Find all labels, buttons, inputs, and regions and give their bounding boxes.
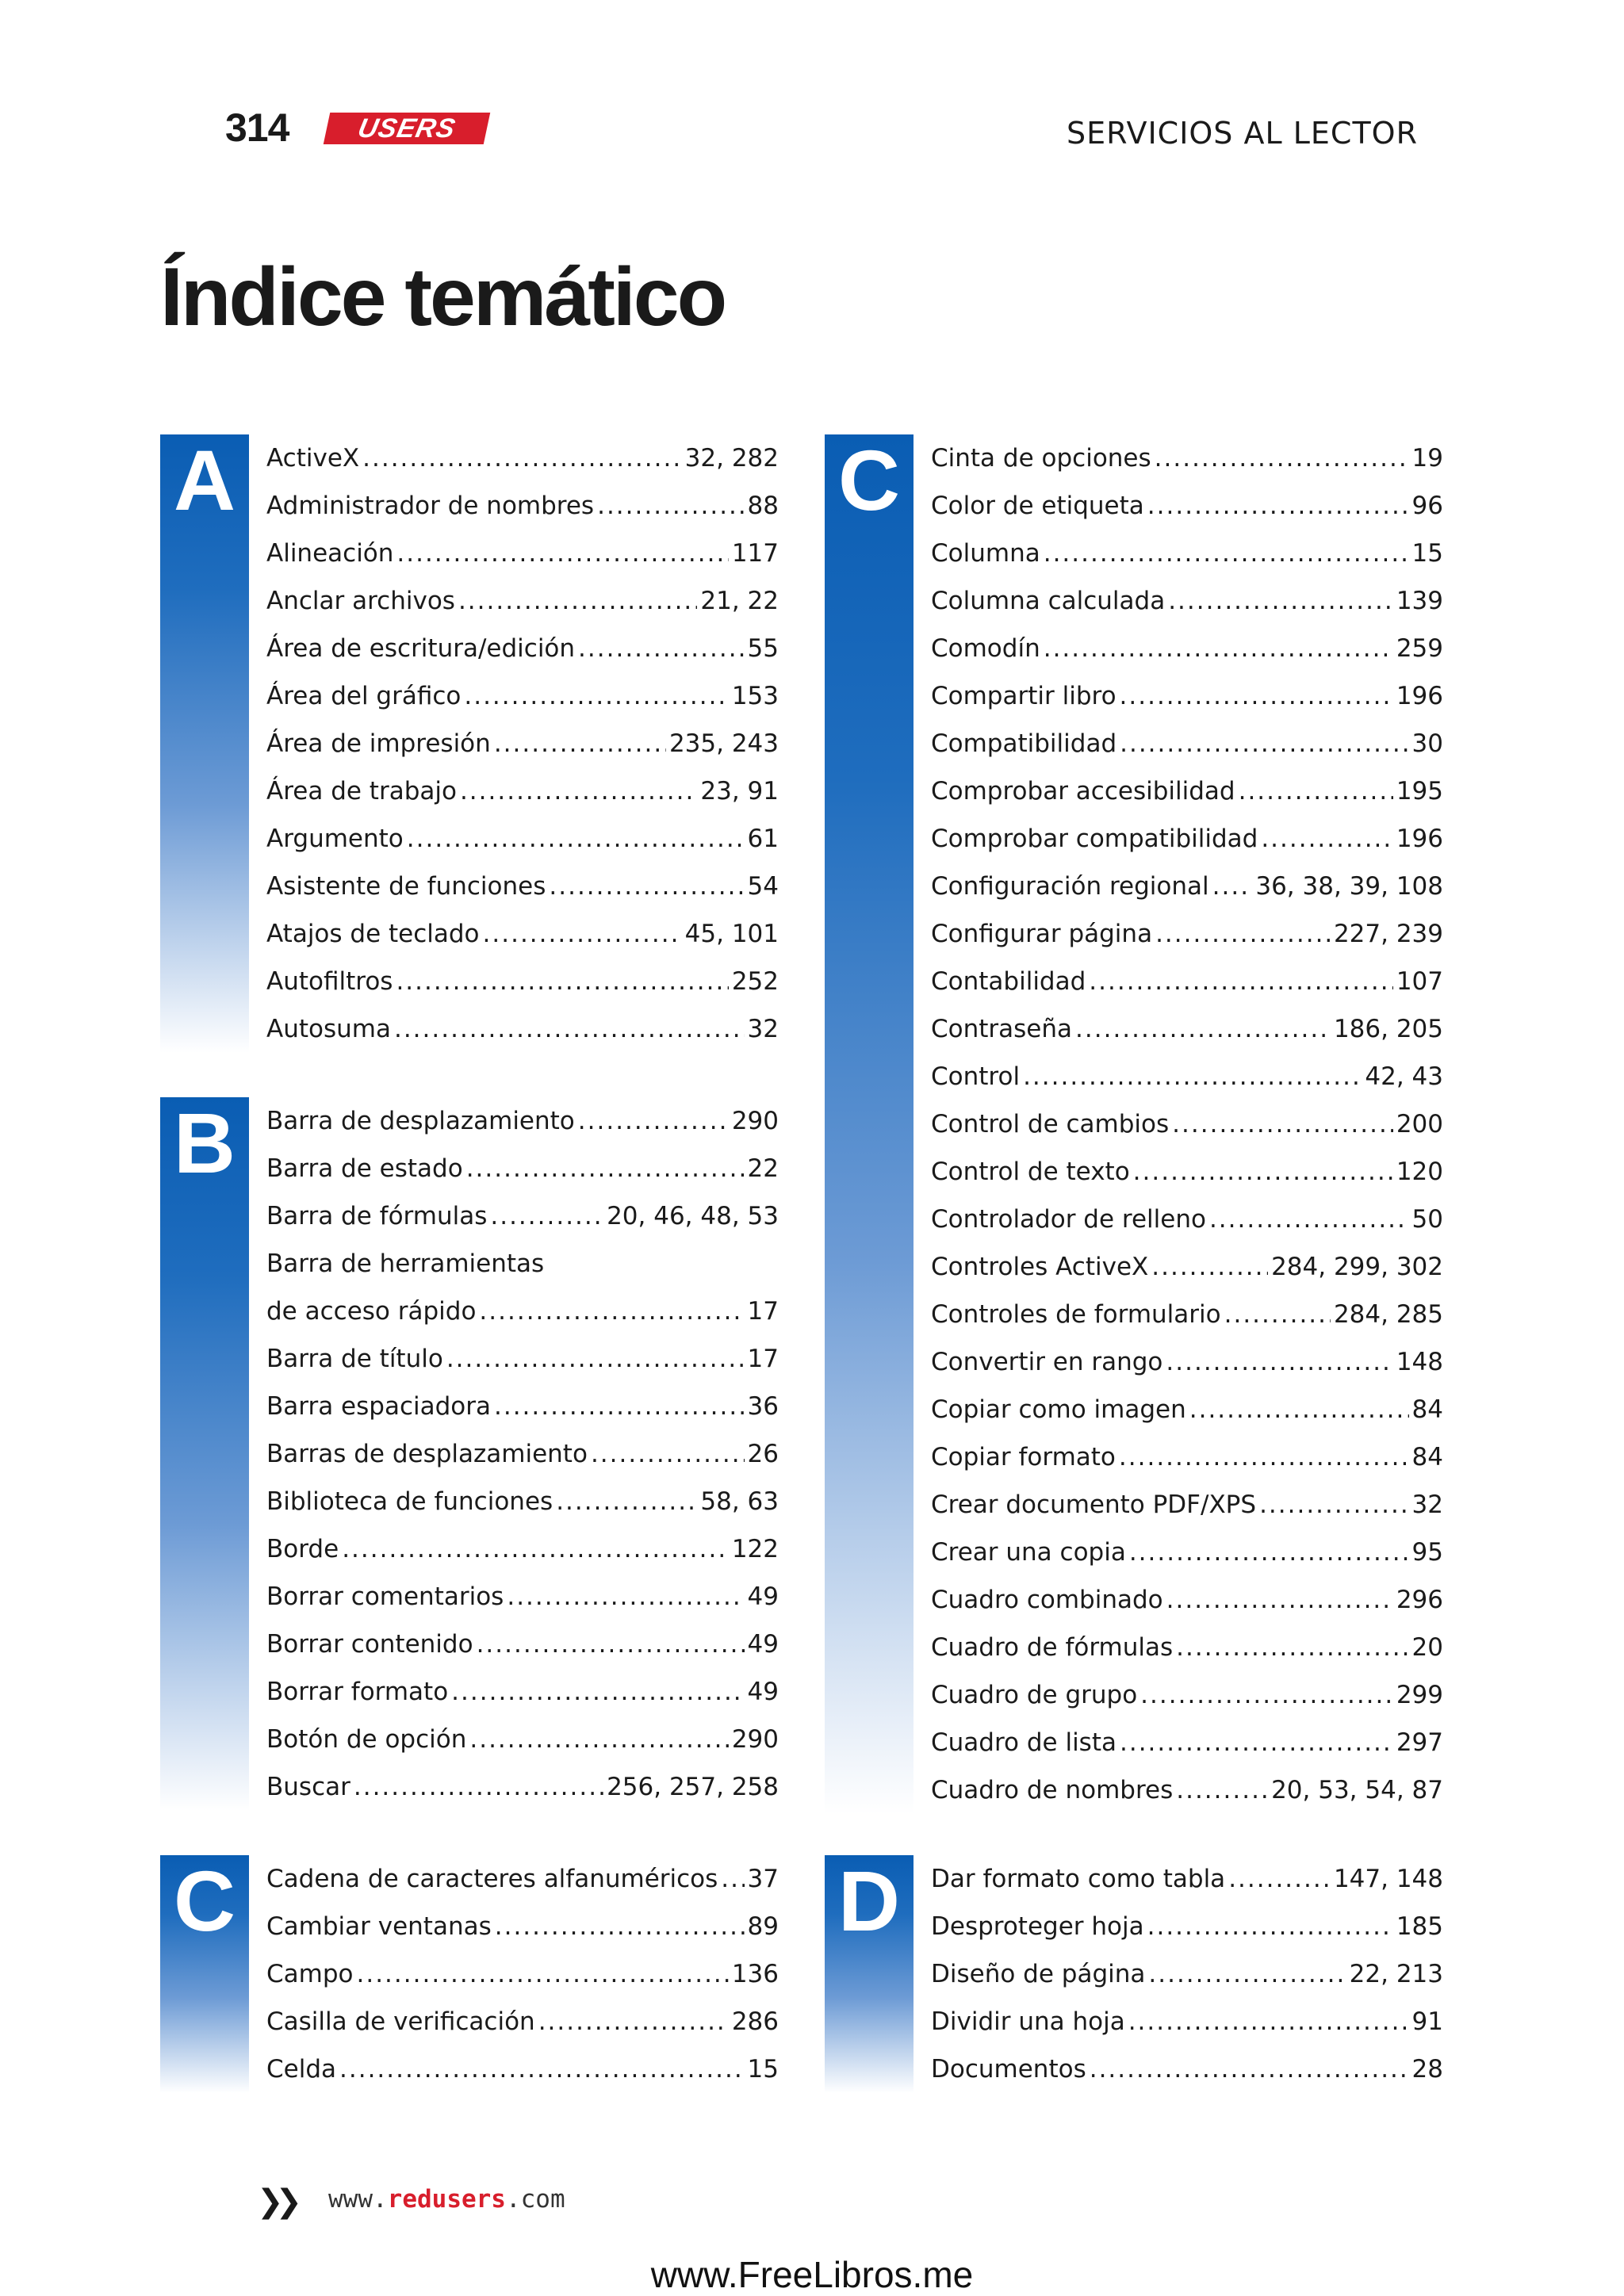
entry-pages: 148 xyxy=(1396,1348,1443,1376)
index-entry xyxy=(266,1288,779,1335)
dot-leader xyxy=(446,1345,745,1373)
index-entry xyxy=(266,1573,779,1621)
index-entry xyxy=(266,910,779,958)
dot-leader xyxy=(1119,1443,1409,1471)
dot-leader xyxy=(591,1440,745,1468)
entry-term: Diseño de página xyxy=(931,1960,1146,1988)
dot-leader xyxy=(1128,2007,1409,2036)
entry-pages: 26 xyxy=(747,1440,779,1468)
index-entry xyxy=(931,1196,1443,1243)
entry-term: Documentos xyxy=(931,2055,1086,2084)
dot-leader xyxy=(1129,1538,1409,1567)
dot-leader xyxy=(1089,967,1393,996)
dot-leader xyxy=(1120,1728,1393,1757)
index-entry xyxy=(931,577,1443,625)
index-entry xyxy=(266,1716,779,1763)
index-entry xyxy=(266,1478,779,1525)
dot-leader xyxy=(396,967,728,996)
index-entry xyxy=(931,1624,1443,1671)
entry-pages: 284, 299, 302 xyxy=(1271,1253,1443,1281)
dot-leader xyxy=(1209,1205,1409,1234)
entry-term: Barra de fórmulas xyxy=(266,1202,488,1230)
entry-term: Compatibilidad xyxy=(931,729,1117,758)
entry-pages: 84 xyxy=(1411,1443,1443,1471)
dot-leader xyxy=(1168,587,1393,615)
entry-term: Control de cambios xyxy=(931,1110,1170,1138)
index-entry xyxy=(931,1719,1443,1766)
dot-leader xyxy=(1044,634,1393,663)
letter-bar xyxy=(825,434,914,1814)
entry-pages: 235, 243 xyxy=(668,729,779,758)
dot-leader xyxy=(1090,2055,1409,2084)
entry-pages: 36, 38, 39, 108 xyxy=(1255,872,1443,901)
index-entry xyxy=(931,1005,1443,1053)
index-entry xyxy=(931,530,1443,577)
entry-pages: 37 xyxy=(747,1865,779,1893)
dot-leader xyxy=(1172,1110,1393,1138)
entry-term: Convertir en rango xyxy=(931,1348,1163,1376)
dot-leader xyxy=(1176,1633,1408,1662)
dot-leader xyxy=(1176,1776,1268,1804)
entry-pages: 58, 63 xyxy=(700,1487,779,1516)
entry-pages: 96 xyxy=(1411,492,1443,520)
entry-term: ActiveX xyxy=(266,444,360,473)
entry-pages: 290 xyxy=(731,1725,779,1754)
index-entry xyxy=(266,1097,779,1145)
index-entry xyxy=(931,1053,1443,1100)
entry-pages: 284, 285 xyxy=(1333,1300,1443,1329)
entry-list xyxy=(931,434,1443,1814)
dot-leader xyxy=(490,1202,603,1230)
entry-term: Control de texto xyxy=(931,1158,1130,1186)
dot-leader xyxy=(458,587,697,615)
entry-term: Borde xyxy=(266,1535,339,1563)
entry-pages: 296 xyxy=(1396,1586,1443,1614)
entry-term: Cadena de caracteres alfanuméricos xyxy=(266,1865,718,1893)
entry-pages: 21, 22 xyxy=(700,587,779,615)
dot-leader xyxy=(1189,1395,1409,1424)
entry-pages: 22, 213 xyxy=(1349,1960,1443,1988)
entry-list xyxy=(266,1855,779,2093)
entry-pages: 20 xyxy=(1411,1633,1443,1662)
watermark: www.FreeLibros.me xyxy=(650,2254,974,2295)
entry-term: Controles ActiveX xyxy=(931,1253,1149,1281)
entry-pages: 122 xyxy=(731,1535,779,1563)
dot-leader xyxy=(354,1773,603,1801)
entry-pages: 290 xyxy=(731,1107,779,1135)
index-entry xyxy=(266,1192,779,1240)
dot-leader xyxy=(1148,1960,1346,1988)
entry-pages: 88 xyxy=(747,492,779,520)
entry-term: Atajos de teclado xyxy=(266,920,480,948)
users-logo-text: USERS xyxy=(354,113,459,144)
entry-term: Dividir una hoja xyxy=(931,2007,1125,2036)
entry-term: Cuadro de fórmulas xyxy=(931,1633,1174,1662)
entry-pages: 117 xyxy=(731,539,779,568)
index-entry xyxy=(931,434,1443,482)
index-entry xyxy=(266,1621,779,1668)
index-entry xyxy=(266,1240,779,1288)
entry-term: Barra de estado xyxy=(266,1154,463,1183)
entry-term: Configuración regional xyxy=(931,872,1209,901)
index-entry xyxy=(931,1386,1443,1433)
entry-term: Copiar formato xyxy=(931,1443,1116,1471)
entry-pages: 50 xyxy=(1411,1205,1443,1234)
index-entry xyxy=(266,1383,779,1430)
footer-url-prefix: www. xyxy=(328,2185,388,2214)
section-letter: C xyxy=(174,1853,236,1949)
dot-leader xyxy=(507,1582,744,1611)
dot-leader xyxy=(721,1865,744,1893)
entry-term: Botón de opción xyxy=(266,1725,467,1754)
dot-leader xyxy=(469,1725,728,1754)
dot-leader xyxy=(479,1297,744,1326)
entry-pages: 297 xyxy=(1396,1728,1443,1757)
entry-pages: 252 xyxy=(731,967,779,996)
dot-leader xyxy=(1212,872,1253,901)
entry-pages: 15 xyxy=(1411,539,1443,568)
index-entry xyxy=(266,625,779,672)
index-entry xyxy=(266,530,779,577)
dot-leader xyxy=(494,729,666,758)
entry-term: Cuadro combinado xyxy=(931,1586,1163,1614)
entry-pages: 20, 46, 48, 53 xyxy=(607,1202,779,1230)
entry-pages: 32 xyxy=(747,1015,779,1043)
double-chevron-right-icon: ❯❯ xyxy=(257,2183,295,2220)
entry-pages: 147, 148 xyxy=(1333,1865,1443,1893)
index-entry xyxy=(931,625,1443,672)
dot-leader xyxy=(1259,1490,1408,1519)
entry-term: Área de escritura/edición xyxy=(266,634,576,663)
index-entry xyxy=(931,1766,1443,1814)
dot-leader xyxy=(1155,444,1409,473)
index-entry xyxy=(931,672,1443,720)
entry-pages: 153 xyxy=(731,682,779,710)
dot-leader xyxy=(1151,1253,1268,1281)
dot-leader xyxy=(1023,1062,1362,1091)
section-letter: D xyxy=(838,1853,900,1949)
dot-leader xyxy=(1120,682,1393,710)
entry-term: Copiar como imagen xyxy=(931,1395,1186,1424)
dot-leader xyxy=(1228,1865,1331,1893)
entry-term: Cuadro de grupo xyxy=(931,1681,1138,1709)
entry-pages: 54 xyxy=(747,872,779,901)
footer-url[interactable] xyxy=(328,2185,565,2214)
entry-pages: 91 xyxy=(1411,2007,1443,2036)
dot-leader xyxy=(483,920,682,948)
dot-leader xyxy=(342,1535,729,1563)
index-entry xyxy=(931,1998,1443,2045)
dot-leader xyxy=(1044,539,1409,568)
dot-leader xyxy=(1166,1348,1392,1376)
index-entry xyxy=(931,1148,1443,1196)
index-entry xyxy=(266,577,779,625)
index-entry xyxy=(931,1855,1443,1903)
index-entry xyxy=(931,482,1443,530)
entry-term: Celda xyxy=(266,2055,337,2084)
entry-pages: 196 xyxy=(1396,682,1443,710)
entry-term: Borrar comentarios xyxy=(266,1582,504,1611)
dot-leader xyxy=(1120,729,1408,758)
entry-term: de acceso rápido xyxy=(266,1297,477,1326)
entry-pages: 196 xyxy=(1396,825,1443,853)
index-entry xyxy=(266,863,779,910)
index-entry xyxy=(266,767,779,815)
page-number: 314 xyxy=(225,105,289,150)
entry-term: Cuadro de lista xyxy=(931,1728,1116,1757)
entry-pages: 17 xyxy=(747,1345,779,1373)
entry-pages: 185 xyxy=(1396,1912,1443,1941)
dot-leader xyxy=(464,682,728,710)
entry-pages: 19 xyxy=(1411,444,1443,473)
entry-pages: 61 xyxy=(747,825,779,853)
entry-term: Control xyxy=(931,1062,1021,1091)
entry-term: Crear una copia xyxy=(931,1538,1126,1567)
entry-term: Contabilidad xyxy=(931,967,1086,996)
entry-pages: 45, 101 xyxy=(684,920,779,948)
dot-leader xyxy=(466,1154,745,1183)
entry-pages: 23, 91 xyxy=(700,777,779,806)
entry-pages: 15 xyxy=(747,2055,779,2084)
entry-term: Administrador de nombres xyxy=(266,492,595,520)
section-title: SERVICIOS AL LECTOR xyxy=(1067,116,1418,151)
entry-term: Columna calculada xyxy=(931,587,1166,615)
page-title: Índice temático xyxy=(160,251,726,343)
index-entry xyxy=(266,1335,779,1383)
index-entry xyxy=(931,815,1443,863)
index-entry xyxy=(931,2045,1443,2093)
dot-leader xyxy=(396,539,728,568)
dot-leader xyxy=(394,1015,745,1043)
dot-leader xyxy=(1261,825,1393,853)
dot-leader xyxy=(1140,1681,1393,1709)
entry-term: Área del gráfico xyxy=(266,682,462,710)
index-entry xyxy=(931,1481,1443,1529)
entry-pages: 28 xyxy=(1411,2055,1443,2084)
index-entry xyxy=(931,1671,1443,1719)
entry-term: Área de trabajo xyxy=(266,777,457,806)
index-entry xyxy=(266,2045,779,2093)
index-entry xyxy=(266,1763,779,1811)
entry-list xyxy=(266,1097,779,1811)
entry-term: Argumento xyxy=(266,825,404,853)
section-letter: C xyxy=(838,432,900,528)
dot-leader xyxy=(538,2007,729,2036)
entry-pages: 227, 239 xyxy=(1333,920,1443,948)
entry-pages: 200 xyxy=(1396,1110,1443,1138)
dot-leader xyxy=(1147,1912,1393,1941)
entry-pages: 259 xyxy=(1396,634,1443,663)
entry-pages: 286 xyxy=(731,2007,779,2036)
entry-pages: 49 xyxy=(747,1630,779,1659)
index-entry xyxy=(266,1145,779,1192)
dot-leader xyxy=(407,825,745,853)
dot-leader xyxy=(1133,1158,1393,1186)
index-entry xyxy=(931,1576,1443,1624)
dot-leader xyxy=(578,634,745,663)
entry-term: Cuadro de nombres xyxy=(931,1776,1174,1804)
index-entry xyxy=(266,1430,779,1478)
users-logo xyxy=(324,113,491,144)
footer-url-bold: users xyxy=(431,2185,506,2214)
entry-pages: 36 xyxy=(747,1392,779,1421)
dot-leader xyxy=(578,1107,729,1135)
entry-term: Anclar archivos xyxy=(266,587,455,615)
index-entry xyxy=(931,1433,1443,1481)
entry-pages: 49 xyxy=(747,1582,779,1611)
entry-term: Asistente de funciones xyxy=(266,872,546,901)
index-entry xyxy=(931,910,1443,958)
entry-term: Barra espaciadora xyxy=(266,1392,491,1421)
entry-term: Contraseña xyxy=(931,1015,1073,1043)
entry-term: Dar formato como tabla xyxy=(931,1865,1226,1893)
dot-leader xyxy=(1239,777,1393,806)
index-entry xyxy=(931,1529,1443,1576)
entry-term: Comodín xyxy=(931,634,1040,663)
entry-pages: 89 xyxy=(747,1912,779,1941)
letter-bar xyxy=(160,1097,249,1811)
entry-term: Área de impresión xyxy=(266,729,491,758)
dot-leader xyxy=(460,777,697,806)
entry-term: Casilla de verificación xyxy=(266,2007,535,2036)
entry-term: Borrar contenido xyxy=(266,1630,473,1659)
section-letter: A xyxy=(174,432,236,528)
entry-list xyxy=(931,1855,1443,2093)
entry-term: Alineación xyxy=(266,539,394,568)
entry-term: Borrar formato xyxy=(266,1678,449,1706)
index-entry xyxy=(931,1950,1443,1998)
index-entry xyxy=(266,1998,779,2045)
entry-term: Color de etiqueta xyxy=(931,492,1144,520)
index-entry xyxy=(266,1855,779,1903)
entry-term: Barra de desplazamiento xyxy=(266,1107,575,1135)
entry-pages: 17 xyxy=(747,1297,779,1326)
dot-leader xyxy=(549,872,744,901)
entry-term: Controles de formulario xyxy=(931,1300,1221,1329)
entry-pages: 139 xyxy=(1396,587,1443,615)
entry-term: Comprobar accesibilidad xyxy=(931,777,1235,806)
dot-leader xyxy=(362,444,682,473)
index-entry xyxy=(931,1291,1443,1338)
entry-term: Autosuma xyxy=(266,1015,391,1043)
entry-pages: 299 xyxy=(1396,1681,1443,1709)
entry-term: Campo xyxy=(266,1960,354,1988)
entry-term: Comprobar compatibilidad xyxy=(931,825,1258,853)
index-entry xyxy=(931,720,1443,767)
index-entry xyxy=(266,1525,779,1573)
index-entry xyxy=(266,672,779,720)
section-letter: B xyxy=(174,1095,236,1191)
index-entry xyxy=(931,1903,1443,1950)
index-entry xyxy=(266,1903,779,1950)
index-entry xyxy=(266,1668,779,1716)
dot-leader xyxy=(1166,1586,1393,1614)
entry-term: Columna xyxy=(931,539,1040,568)
index-entry xyxy=(266,815,779,863)
entry-term: Barras de desplazamiento xyxy=(266,1440,588,1468)
dot-leader xyxy=(477,1630,745,1659)
entry-pages: 32, 282 xyxy=(684,444,779,473)
entry-pages: 120 xyxy=(1396,1158,1443,1186)
entry-term: Buscar xyxy=(266,1773,350,1801)
index-entry xyxy=(931,1338,1443,1386)
index-entry xyxy=(931,1243,1443,1291)
footer-url-suffix: .com xyxy=(505,2185,565,2214)
entry-term: Configurar página xyxy=(931,920,1153,948)
dot-leader xyxy=(1224,1300,1331,1329)
entry-pages: 20, 53, 54, 87 xyxy=(1271,1776,1443,1804)
entry-pages: 256, 257, 258 xyxy=(607,1773,779,1801)
dot-leader xyxy=(1075,1015,1331,1043)
index-entry xyxy=(266,434,779,482)
entry-term: Desproteger hoja xyxy=(931,1912,1144,1941)
entry-pages: 49 xyxy=(747,1678,779,1706)
entry-pages: 95 xyxy=(1411,1538,1443,1567)
dot-leader xyxy=(339,2055,745,2084)
index-entry xyxy=(931,863,1443,910)
entry-pages: 32 xyxy=(1411,1490,1443,1519)
dot-leader xyxy=(494,1392,745,1421)
footer-url-red: red xyxy=(387,2185,432,2214)
entry-pages: 84 xyxy=(1411,1395,1443,1424)
entry-term: Autofiltros xyxy=(266,967,393,996)
dot-leader xyxy=(597,492,744,520)
dot-leader xyxy=(1147,492,1409,520)
entry-term: Barra de herramientas xyxy=(266,1249,545,1278)
entry-term: Controlador de relleno xyxy=(931,1205,1206,1234)
entry-pages: 55 xyxy=(747,634,779,663)
index-entry xyxy=(931,1100,1443,1148)
entry-term: Cambiar ventanas xyxy=(266,1912,492,1941)
entry-pages: 30 xyxy=(1411,729,1443,758)
index-entry xyxy=(931,767,1443,815)
dot-leader xyxy=(495,1912,745,1941)
entry-pages: 22 xyxy=(747,1154,779,1183)
entry-term: Cinta de opciones xyxy=(931,444,1151,473)
entry-list xyxy=(266,434,779,1053)
index-entry xyxy=(266,482,779,530)
index-entry xyxy=(266,1950,779,1998)
dot-leader xyxy=(556,1487,697,1516)
index-entry xyxy=(266,720,779,767)
entry-pages: 42, 43 xyxy=(1365,1062,1443,1091)
entry-term: Biblioteca de funciones xyxy=(266,1487,553,1516)
entry-pages: 186, 205 xyxy=(1333,1015,1443,1043)
entry-term: Crear documento PDF/XPS xyxy=(931,1490,1257,1519)
dot-leader xyxy=(356,1960,728,1988)
entry-pages: 107 xyxy=(1396,967,1443,996)
entry-term: Barra de título xyxy=(266,1345,443,1373)
entry-term: Compartir libro xyxy=(931,682,1116,710)
index-entry xyxy=(931,958,1443,1005)
index-entry xyxy=(266,958,779,1005)
entry-pages: 136 xyxy=(731,1960,779,1988)
index-entry xyxy=(266,1005,779,1053)
dot-leader xyxy=(1155,920,1331,948)
dot-leader xyxy=(451,1678,744,1706)
entry-pages: 195 xyxy=(1396,777,1443,806)
